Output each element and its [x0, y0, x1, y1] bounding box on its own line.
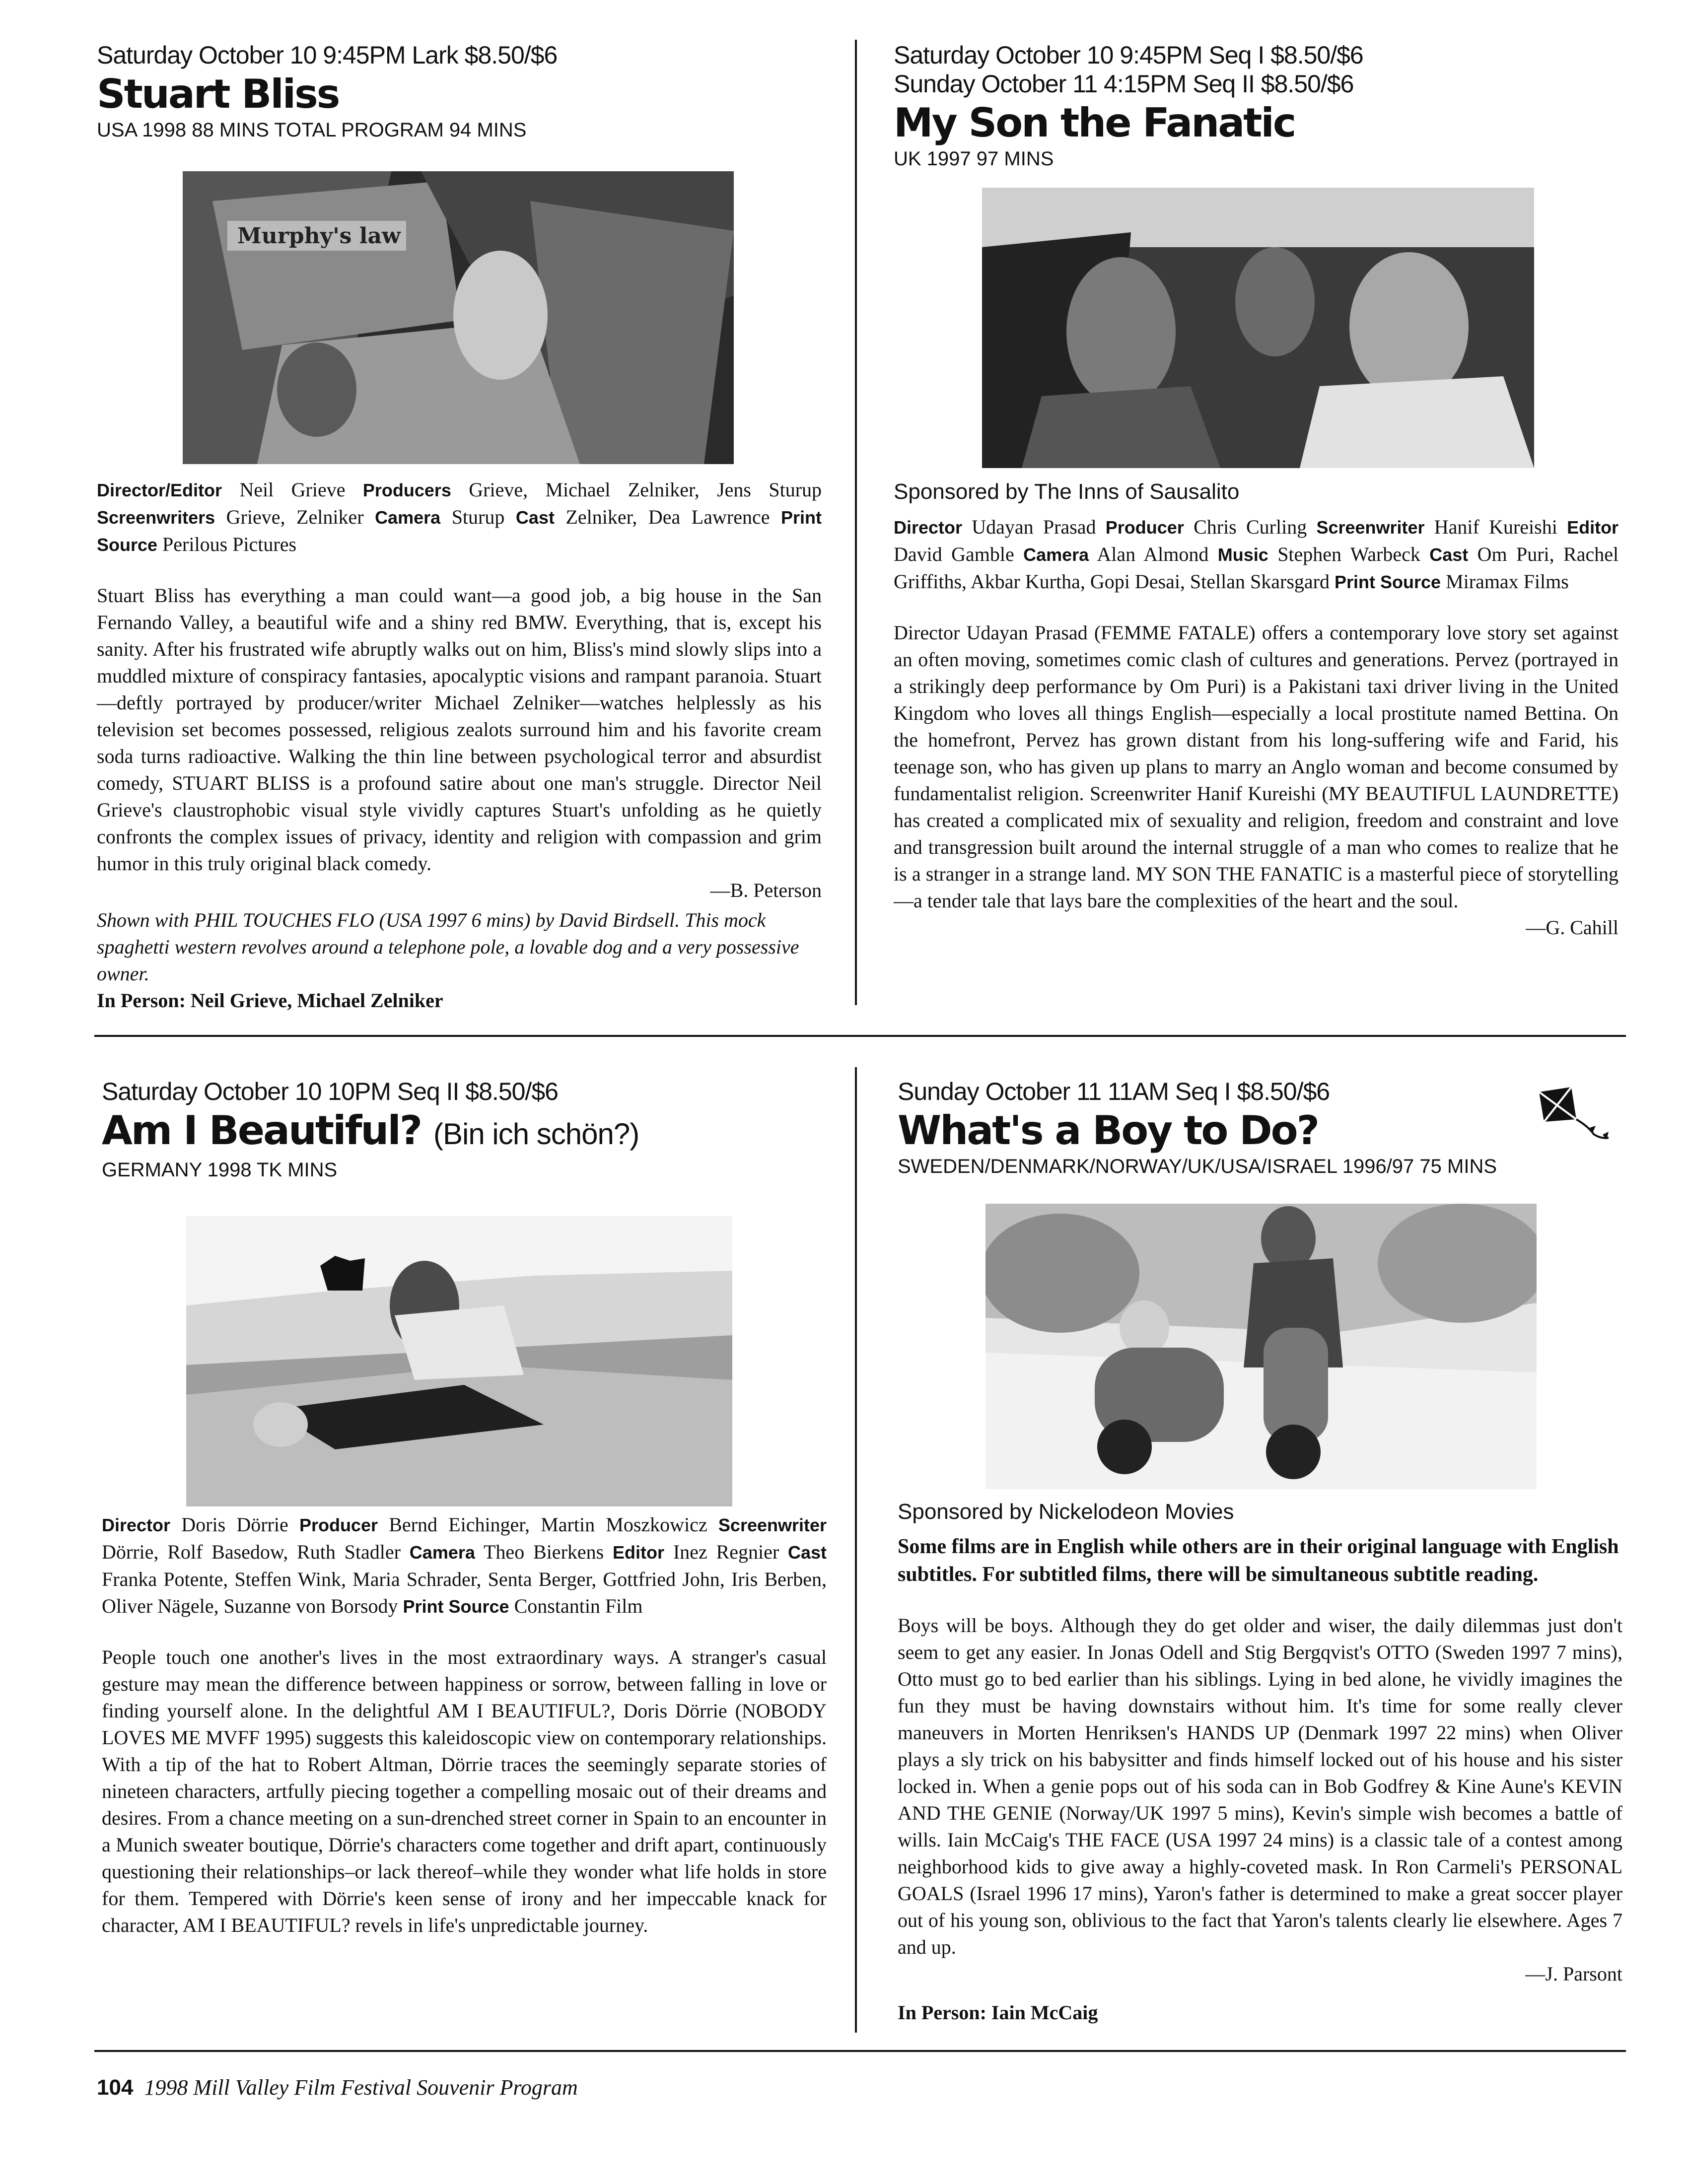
page-footer [97, 2075, 578, 2100]
film-still-my-son-the-fanatic [982, 188, 1534, 468]
footer-divider [94, 2050, 1626, 2052]
credit-names: Franka Potente, Steffen Wink, Maria Schrader, Senta Berger, Gottfried John, Iris Berben, Oliver Nägele, Suzanne von Borsody [102, 1568, 827, 1617]
credit-names: Constantin Film [514, 1595, 643, 1617]
film-still-stuart-bliss [183, 171, 734, 464]
credit-names: David Gamble [894, 543, 1014, 565]
credit-role: Screenwriter [1316, 517, 1425, 538]
credit-role: Print Source [1335, 572, 1441, 592]
credit-names: Zelniker, Dea Lawrence [565, 506, 770, 528]
film-still-whats-a-boy-to-do [985, 1204, 1537, 1489]
credit-names: Alan Almond [1097, 543, 1209, 565]
credit-role: Director [102, 1515, 171, 1535]
credit-names: Neil Grieve [239, 478, 346, 501]
reviewer-signature: —B. Peterson [710, 879, 822, 901]
film-details-am-i-beautiful [102, 1511, 827, 1939]
credit-role: Music [1217, 545, 1268, 565]
synopsis: Director Udayan Prasad (FEMME FATALE) offers a contemporary love story set against an often moving, sometimes comic clash of cultures and generations. Pervez (portrayed in a strikingly deep performance by Om Puri) is a Pakistani taxi driver living in the United Kingdom who loves all things English—especially a local prostitute named Bettina. On the homefront, Pervez has grown distant from his long-suffering wife and Farid, his teenage son, who has given up plans to marry an Anglo woman and become consumed by fundamentalist religion. Screenwriter Hanif Kureishi (MY BEAUTIFUL LAUNDRETTE) has created a complicated mix of sexuality and religion, freedom and constraint and love and transgression built around the internal struggle of a man who comes to realize that he is a stranger in a strange land. MY SON THE FANATIC is a masterful piece of storytelling—a tender tale that lays bare the complexities of the heart and the soul. [894, 621, 1618, 912]
credit-role: Camera [375, 507, 441, 528]
film-details-my-son-the-fanatic [894, 479, 1618, 941]
in-person-guests: In Person: Neil Grieve, Michael Zelniker [97, 989, 443, 1012]
synopsis: Stuart Bliss has everything a man could want—a good job, a big house in the San Fernando Valley, a beautiful wife and a shiny red BMW. Everything, that is, except his sanity. After his frustrated wife abruptly walks out on him, Bliss's mind slowly slips into a muddled mixture of conspiracy fantasies, apocalyptic visions and rampant paranoia. Stuart—deftly portrayed by producer/writer Michael Zelniker—watches helplessly as his television set becomes possessed, religious zealots surround him and his favorite cream soda turns radioactive. Walking the thin line between psychological terror and absurdist comedy, STUART BLISS is a profound satire about one man's struggle. Director Neil Grieve's claustrophobic visual style vividly captures Stuart's unfolding as he quietly confronts the complex issues of privacy, identity and religion with compassion and grim humor in this truly original black comedy. [97, 584, 822, 875]
column-divider-bottom [855, 1067, 857, 2033]
film-entry-am-i-beautiful [102, 1077, 832, 1182]
credit-role: Producer [299, 1515, 378, 1535]
sponsor-line: Sponsored by The Inns of Sausalito [894, 479, 1240, 504]
credit-role: Cast [1429, 545, 1469, 565]
subtitle-note: Some films are in English while others are in their original language with English subtitles. For subtitled films, there will be simultaneous subtitle reading. [898, 1535, 1619, 1586]
film-title-original: (Bin ich schön?) [433, 1117, 639, 1151]
credits [102, 1511, 827, 1620]
film-still-am-i-beautiful [186, 1216, 732, 1506]
film-title-row [102, 1107, 832, 1158]
reviewer-signature: —G. Cahill [1526, 916, 1618, 939]
synopsis: Boys will be boys. Although they do get older and wiser, the daily dilemmas just don't seem to get any easier. In Jonas Odell and Stig Bergqvist's OTTO (Sweden 1997 7 mins), Otto must go to bed earlier than his siblings. Lying in bed alone, he vividly imagines the fun they must be having downstairs without him. It's time for some really clever maneuvers in Morten Henriksen's HANDS UP (Denmark 1997 22 mins) when Oliver plays a sly trick on his babysitter and finds himself locked out of his house and his sister locked in. When a genie pops out of his soda can in Bob Godfrey & Kine Aune's KEVIN AND THE GENIE (Norway/UK 1997 5 mins), Kevin's simple wish becomes a battle of wills. Iain McCaig's THE FACE (USA 1997 24 mins) is a classic tale of a contest among neighborhood kids to give away a highly-coveted mask. In Ron Carmeli's PERSONAL GOALS (Israel 1996 17 mins), Yaron's father is determined to make a great soccer player out of his young son, oblivious to the fact that Yaron's talents clearly lie elsewhere. Ages 7 and up. [898, 1614, 1622, 1958]
newspaper-headline: Murphy's law [237, 223, 401, 249]
film-details-whats-a-boy-to-do [898, 1499, 1622, 2026]
reviewer-signature: —J. Parsont [1525, 1963, 1622, 1985]
film-meta: USA 1998 88 MINS TOTAL PROGRAM 94 MINS [97, 119, 527, 141]
credit-names: Miramax Films [1446, 570, 1569, 593]
credit-names: Hanif Kureishi [1434, 516, 1557, 538]
credit-role: Editor [613, 1542, 665, 1563]
credit-names: Grieve, Michael Zelniker, Jens Sturup [469, 478, 822, 501]
credit-role: Camera [409, 1542, 475, 1563]
showtime: Saturday October 10 9:45PM Lark $8.50/$6 [97, 41, 558, 69]
showtime: Sunday October 11 11AM Seq I $8.50/$6 [898, 1078, 1330, 1105]
film-title: Stuart Bliss [97, 71, 339, 117]
showtime: Saturday October 10 10PM Seq II $8.50/$6 [102, 1078, 558, 1105]
film-entry-my-son-the-fanatic [894, 41, 1623, 171]
section-divider [94, 1035, 1626, 1037]
column-divider-top [855, 40, 857, 1005]
in-person-guests: In Person: Iain McCaig [898, 2001, 1098, 2024]
film-title: Am I Beautiful? [102, 1107, 422, 1154]
credit-names: Udayan Prasad [972, 516, 1096, 538]
credit-role: Print Source [403, 1596, 509, 1617]
publication-title: 1998 Mill Valley Film Festival Souvenir Program [144, 2075, 578, 2100]
film-meta: GERMANY 1998 TK MINS [102, 1159, 338, 1181]
credits [894, 514, 1618, 596]
credit-names: Bernd Eichinger, Martin Moszkowicz [389, 1513, 707, 1536]
short-film-note: Shown with PHIL TOUCHES FLO (USA 1997 6 mins) by David Birdsell. This mock spaghetti western revolves around a telephone pole, a lovable dog and a very possessive owner. [97, 909, 799, 985]
credit-role: Print Source [97, 507, 822, 555]
credit-role: Director/Editor [97, 480, 222, 500]
credit-role: Director [894, 517, 963, 538]
film-entry-whats-a-boy-to-do [898, 1077, 1622, 1178]
credit-names: Stephen Warbeck [1277, 543, 1420, 565]
credit-role: Cast [787, 1542, 827, 1563]
synopsis: People touch one another's lives in the most extraordinary ways. A stranger's casual gesture may mean the difference between happiness or sorrow, between falling in love or finding yourself alone. In the delightful AM I BEAUTIFUL?, Doris Dörrie (NOBODY LOVES ME MVFF 1995) suggests this kaleidoscopic view on contemporary relationships. With a tip of the hat to Robert Altman, Dörrie traces the seemingly separate stories of nineteen characters, artfully piecing together a compelling mosaic out of their dreams and desires. From a chance meeting on a sun-drenched street corner in Spain to an encounter in a Munich sweater boutique, Dörrie's characters come together and drift apart, continuously questioning their relationships–or lack thereof–while they wonder what life holds in store for them. Tempered with Dörrie's keen sense of irony and her impeccable knack for character, AM I BEAUTIFUL? revels in life's unpredictable journey. [102, 1646, 827, 1936]
credit-role: Editor [1567, 517, 1619, 538]
credit-names: Sturup [451, 506, 505, 528]
credit-names: Perilous Pictures [162, 533, 297, 555]
film-title: My Son the Fanatic [894, 100, 1295, 146]
credit-role: Screenwriter [718, 1515, 827, 1535]
credit-role: Screenwriters [97, 507, 215, 528]
credit-names: Dörrie, Rolf Basedow, Ruth Stadler [102, 1541, 401, 1563]
page-number: 104 [97, 2075, 134, 2100]
credit-names: Theo Bierkens [484, 1541, 604, 1563]
credit-names: Om Puri, Rachel Griffiths, Akbar Kurtha, Gopi Desai, Stellan Skarsgard [894, 543, 1619, 593]
credit-names: Inez Regnier [673, 1541, 779, 1563]
showtime: Saturday October 10 9:45PM Seq I $8.50/$6 [894, 41, 1363, 69]
showtime: Sunday October 11 4:15PM Seq II $8.50/$6 [894, 70, 1354, 98]
credit-names: Grieve, Zelniker [226, 506, 364, 528]
credit-role: Camera [1023, 545, 1089, 565]
credits [97, 477, 822, 558]
film-entry-stuart-bliss [97, 41, 827, 142]
credit-names: Chris Curling [1194, 516, 1307, 538]
film-details-stuart-bliss [97, 477, 822, 1014]
film-meta: UK 1997 97 MINS [894, 148, 1054, 170]
credit-role: Producer [1105, 517, 1184, 538]
film-title: What's a Boy to Do? [898, 1107, 1318, 1154]
credit-names: Doris Dörrie [181, 1513, 288, 1536]
credit-role: Cast [515, 507, 555, 528]
kite-icon [1534, 1082, 1618, 1152]
sponsor-line: Sponsored by Nickelodeon Movies [898, 1500, 1234, 1524]
credit-role: Producers [362, 480, 451, 500]
film-meta: SWEDEN/DENMARK/NORWAY/UK/USA/ISRAEL 1996/97 75 MINS [898, 1156, 1497, 1177]
